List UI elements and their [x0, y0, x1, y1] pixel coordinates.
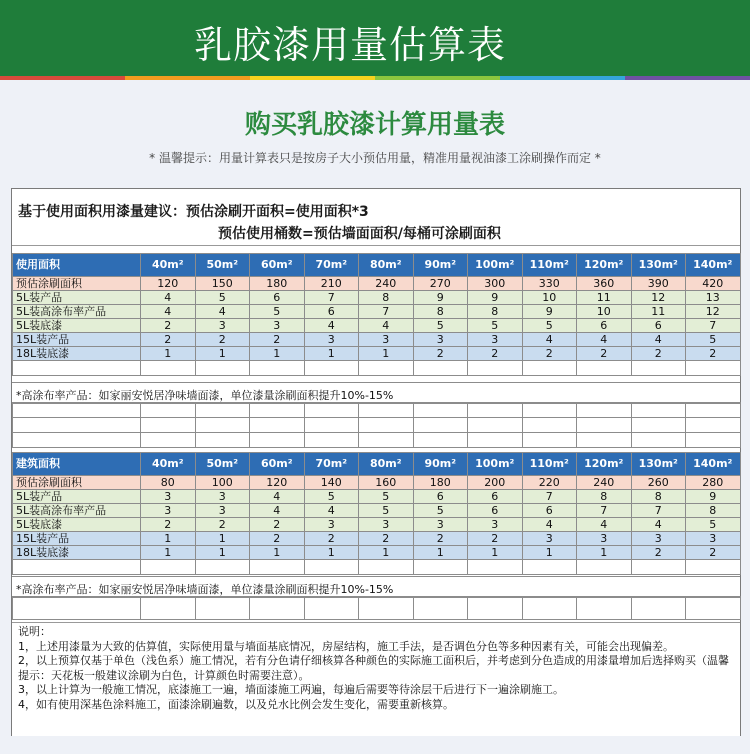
empty-cell	[304, 361, 359, 376]
table-cell: 1	[522, 546, 577, 560]
table-row	[13, 305, 741, 319]
table-cell: 6	[250, 291, 305, 305]
empty-cell	[13, 433, 141, 448]
table-cell: 12	[631, 291, 686, 305]
empty-cell	[522, 418, 577, 433]
row-label: 18L装底漆	[13, 347, 141, 361]
empty-cell	[141, 403, 196, 418]
empty-cell	[468, 560, 523, 575]
empty-cell	[195, 418, 250, 433]
empty-cell	[413, 597, 468, 620]
table-header-row	[13, 453, 741, 476]
row-label: 5L装底漆	[13, 518, 141, 532]
table-cell: 11	[577, 291, 632, 305]
table-cell: 240	[577, 476, 632, 490]
table-cell: 5	[413, 319, 468, 333]
table-cell: 5	[468, 319, 523, 333]
empty-cell	[468, 418, 523, 433]
empty-cell	[195, 597, 250, 620]
table-cell: 2	[141, 518, 196, 532]
table-cell: 8	[468, 305, 523, 319]
empty-cell	[359, 560, 414, 575]
empty-cell	[195, 403, 250, 418]
table-cell: 2	[522, 347, 577, 361]
table-row	[13, 476, 741, 490]
table-cell: 420	[686, 277, 741, 291]
table-cell: 140	[304, 476, 359, 490]
empty-cell	[468, 433, 523, 448]
notes-box	[12, 622, 740, 736]
empty-cell	[13, 597, 141, 620]
table-cell: 220	[522, 476, 577, 490]
area-column-header: 70m²	[304, 254, 359, 277]
empty-cell	[195, 560, 250, 575]
table-cell: 1	[304, 347, 359, 361]
table-cell: 4	[304, 504, 359, 518]
area-column-header: 50m²	[195, 453, 250, 476]
banner-title: 乳胶漆用量估算表	[193, 23, 506, 67]
note-item: 1，上述用漆量为大致的估算值，实际使用量与墙面基底情况，房屋结构，施工手法，是否调色分色等多种因素有关，可能会出现偏差。	[18, 639, 674, 653]
table-cell: 360	[577, 277, 632, 291]
empty-cell	[577, 597, 632, 620]
table-cell: 6	[468, 490, 523, 504]
table-cell: 6	[577, 319, 632, 333]
table-cell: 2	[468, 347, 523, 361]
empty-cell	[631, 418, 686, 433]
empty-cell	[577, 403, 632, 418]
table-cell: 3	[195, 490, 250, 504]
table-cell: 1	[413, 546, 468, 560]
empty-row	[13, 433, 741, 448]
table-cell: 13	[686, 291, 741, 305]
area-column-header: 140m²	[686, 254, 741, 277]
empty-cell	[522, 361, 577, 376]
empty-cell	[413, 403, 468, 418]
table-cell: 270	[413, 277, 468, 291]
table-cell: 3	[413, 333, 468, 347]
empty-cell	[304, 433, 359, 448]
suggestion-line-1: 基于使用面积用漆量建议：预估涂刷开面积=使用面积*3	[18, 204, 369, 220]
row-label: 5L装底漆	[13, 319, 141, 333]
table-row	[13, 347, 741, 361]
area-column-header: 120m²	[577, 254, 632, 277]
area-column-header: 110m²	[522, 453, 577, 476]
table-cell: 3	[250, 319, 305, 333]
empty-cell	[631, 560, 686, 575]
table-cell: 8	[359, 291, 414, 305]
table-cell: 3	[304, 518, 359, 532]
table-cell: 300	[468, 277, 523, 291]
table-cell: 4	[195, 305, 250, 319]
empty-cell	[686, 597, 741, 620]
area-column-header: 140m²	[686, 453, 741, 476]
area-column-header: 60m²	[250, 453, 305, 476]
table-cell: 280	[686, 476, 741, 490]
empty-cell	[686, 433, 741, 448]
table-cell: 210	[304, 277, 359, 291]
table-cell: 8	[686, 504, 741, 518]
note-item: 2，以上预算仅基于单色（浅色系）施工情况，若有分色请仔细核算各种颜色的实际施工面积后，并考虑到分色造成的用漆量增加后选择购买（温馨提示：天花板一般建议涂刷为白色，计算颜色时需要注意）。	[18, 654, 729, 682]
empty-cell	[250, 597, 305, 620]
empty-cell	[413, 560, 468, 575]
empty-row	[13, 597, 741, 620]
empty-cell	[468, 597, 523, 620]
empty-cell	[577, 361, 632, 376]
empty-cell	[304, 597, 359, 620]
table-cell: 330	[522, 277, 577, 291]
table-cell: 5	[686, 518, 741, 532]
table-cell: 5	[522, 319, 577, 333]
area-column-header: 100m²	[468, 254, 523, 277]
empty-cell	[413, 418, 468, 433]
table-cell: 4	[577, 518, 632, 532]
area-column-header: 40m²	[141, 254, 196, 277]
table-cell: 2	[631, 546, 686, 560]
empty-cell	[141, 361, 196, 376]
empty-cell	[631, 597, 686, 620]
table-cell: 5	[195, 291, 250, 305]
header-label: 使用面积	[13, 254, 141, 277]
table-cell: 2	[304, 532, 359, 546]
empty-cell	[413, 361, 468, 376]
table-cell: 5	[686, 333, 741, 347]
table-cell: 4	[359, 319, 414, 333]
table-cell: 1	[250, 546, 305, 560]
empty-cell	[522, 403, 577, 418]
row-label: 15L装产品	[13, 532, 141, 546]
empty-cell	[13, 361, 141, 376]
table-cell: 2	[468, 532, 523, 546]
table-cell: 5	[359, 504, 414, 518]
notes-title: 说明：	[18, 625, 51, 638]
table-row	[13, 518, 741, 532]
table-cell: 80	[141, 476, 196, 490]
table-cell: 4	[304, 319, 359, 333]
top-banner	[0, 0, 750, 76]
building-area-table	[12, 452, 741, 575]
table-cell: 9	[413, 291, 468, 305]
table-cell: 3	[468, 518, 523, 532]
table-cell: 4	[141, 291, 196, 305]
table-cell: 6	[631, 319, 686, 333]
table-cell: 4	[522, 518, 577, 532]
table-cell: 3	[413, 518, 468, 532]
table-cell: 120	[250, 476, 305, 490]
table-cell: 10	[577, 305, 632, 319]
empty-cell	[468, 403, 523, 418]
empty-cell	[359, 418, 414, 433]
table-cell: 3	[195, 319, 250, 333]
table-cell: 150	[195, 277, 250, 291]
table-cell: 1	[141, 347, 196, 361]
empty-cell	[359, 361, 414, 376]
table-cell: 3	[522, 532, 577, 546]
table-cell: 240	[359, 277, 414, 291]
empty-cell	[631, 403, 686, 418]
row-label: 18L装底漆	[13, 546, 141, 560]
table-cell: 4	[522, 333, 577, 347]
area-column-header: 50m²	[195, 254, 250, 277]
empty-row	[13, 361, 741, 376]
tip-text: * 温馨提示：用量计算表只是按房子大小预估用量，精准用量视油漆工涂刷操作而定 *	[149, 151, 601, 165]
row-label: 5L装产品	[13, 490, 141, 504]
table-cell: 5	[304, 490, 359, 504]
table-cell: 7	[359, 305, 414, 319]
table-cell: 6	[522, 504, 577, 518]
table-cell: 2	[141, 319, 196, 333]
table2-note: *高涂布率产品：如家丽安悦居净味墙面漆，单位漆量涂刷面积提升10%-15%	[16, 583, 394, 596]
area-column-header: 120m²	[577, 453, 632, 476]
table-cell: 4	[631, 333, 686, 347]
table-cell: 2	[686, 546, 741, 560]
empty-cell	[250, 560, 305, 575]
table-cell: 1	[250, 347, 305, 361]
table-cell: 1	[195, 532, 250, 546]
table-cell: 2	[250, 518, 305, 532]
table-cell: 5	[413, 504, 468, 518]
table-cell: 10	[522, 291, 577, 305]
table-cell: 2	[141, 333, 196, 347]
empty-cell	[631, 433, 686, 448]
area-column-header: 40m²	[141, 453, 196, 476]
table-cell: 1	[577, 546, 632, 560]
empty-cell	[304, 418, 359, 433]
table-cell: 9	[686, 490, 741, 504]
table-cell: 180	[413, 476, 468, 490]
empty-cell	[304, 403, 359, 418]
empty-cell	[686, 403, 741, 418]
header-label: 建筑面积	[13, 453, 141, 476]
area-column-header: 110m²	[522, 254, 577, 277]
empty-cell	[195, 433, 250, 448]
table-row	[13, 546, 741, 560]
area-column-header: 70m²	[304, 453, 359, 476]
table-cell: 2	[577, 347, 632, 361]
empty-cell	[522, 560, 577, 575]
table-cell: 7	[304, 291, 359, 305]
area-column-header: 80m²	[359, 254, 414, 277]
table-cell: 200	[468, 476, 523, 490]
empty-cell	[359, 403, 414, 418]
table-cell: 4	[141, 305, 196, 319]
table-cell: 120	[141, 277, 196, 291]
table-row	[13, 291, 741, 305]
empty-cell	[686, 418, 741, 433]
empty-cell	[195, 361, 250, 376]
empty-cell	[686, 361, 741, 376]
table-cell: 3	[359, 518, 414, 532]
table-cell: 9	[522, 305, 577, 319]
table-cell: 7	[686, 319, 741, 333]
empty-cell	[631, 361, 686, 376]
empty-cell	[577, 560, 632, 575]
empty-cell	[304, 560, 359, 575]
table-cell: 5	[359, 490, 414, 504]
table-cell: 1	[141, 532, 196, 546]
area-column-header: 80m²	[359, 453, 414, 476]
table-cell: 2	[413, 532, 468, 546]
table-cell: 4	[631, 518, 686, 532]
usage-area-table	[12, 253, 741, 376]
table-cell: 3	[359, 333, 414, 347]
empty-row	[13, 403, 741, 418]
table-cell: 8	[631, 490, 686, 504]
table-cell: 3	[141, 490, 196, 504]
row-label: 15L装产品	[13, 333, 141, 347]
empty-row	[13, 418, 741, 433]
table2-note-row	[12, 576, 740, 598]
empty-cell	[250, 433, 305, 448]
table-cell: 1	[468, 546, 523, 560]
table-cell: 3	[686, 532, 741, 546]
table-cell: 8	[577, 490, 632, 504]
empty-cell	[13, 418, 141, 433]
table-cell: 1	[141, 546, 196, 560]
table-cell: 7	[631, 504, 686, 518]
table-cell: 8	[413, 305, 468, 319]
table-cell: 7	[522, 490, 577, 504]
empty-cell	[577, 418, 632, 433]
empty-cell	[250, 418, 305, 433]
empty-cell	[13, 403, 141, 418]
table-cell: 2	[631, 347, 686, 361]
table-cell: 4	[250, 490, 305, 504]
table-row	[13, 319, 741, 333]
table-cell: 7	[577, 504, 632, 518]
empty-row	[13, 560, 741, 575]
table-header-row	[13, 254, 741, 277]
table-cell: 180	[250, 277, 305, 291]
table-cell: 3	[304, 333, 359, 347]
table-row	[13, 504, 741, 518]
table-cell: 3	[195, 504, 250, 518]
area-column-header: 130m²	[631, 254, 686, 277]
table-cell: 3	[631, 532, 686, 546]
table-row	[13, 532, 741, 546]
empty-cell	[522, 597, 577, 620]
table-cell: 2	[195, 518, 250, 532]
table-cell: 2	[250, 333, 305, 347]
table-cell: 11	[631, 305, 686, 319]
table-cell: 1	[304, 546, 359, 560]
row-label: 5L装高涂布率产品	[13, 504, 141, 518]
table-cell: 2	[686, 347, 741, 361]
empty-cell	[141, 597, 196, 620]
table-cell: 2	[413, 347, 468, 361]
row-label: 预估涂刷面积	[13, 277, 141, 291]
table-row	[13, 490, 741, 504]
table-cell: 1	[359, 347, 414, 361]
table-cell: 6	[468, 504, 523, 518]
table-cell: 2	[359, 532, 414, 546]
table-cell: 260	[631, 476, 686, 490]
area-column-header: 60m²	[250, 254, 305, 277]
table-cell: 3	[577, 532, 632, 546]
table1-blank-rows	[12, 402, 741, 448]
suggestion-line-2: 预估使用桶数=预估墙面面积/每桶可涂刷面积	[218, 226, 501, 242]
empty-cell	[359, 597, 414, 620]
empty-cell	[141, 418, 196, 433]
row-label: 5L装产品	[13, 291, 141, 305]
empty-cell	[522, 433, 577, 448]
area-column-header: 130m²	[631, 453, 686, 476]
empty-cell	[359, 433, 414, 448]
table-cell: 12	[686, 305, 741, 319]
table-cell: 3	[468, 333, 523, 347]
empty-cell	[686, 560, 741, 575]
area-column-header: 90m²	[413, 453, 468, 476]
table-cell: 6	[304, 305, 359, 319]
area-column-header: 100m²	[468, 453, 523, 476]
row-label: 5L装高涂布率产品	[13, 305, 141, 319]
empty-cell	[141, 433, 196, 448]
empty-cell	[250, 361, 305, 376]
table-cell: 390	[631, 277, 686, 291]
table-cell: 2	[250, 532, 305, 546]
note-item: 3，以上计算为一般施工情况，底漆施工一遍，墙面漆施工两遍，每遍后需要等待涂层干后进行下一遍涂刷施工。	[18, 683, 564, 696]
table-row	[13, 277, 741, 291]
area-column-header: 90m²	[413, 254, 468, 277]
table1-note: *高涂布率产品：如家丽安悦居净味墙面漆，单位漆量涂刷面积提升10%-15%	[16, 389, 394, 402]
note-item: 4，如有使用深基色涂料施工，面漆涂刷遍数，以及兑水比例会发生变化，需要重新核算。	[18, 697, 454, 711]
page-title: 购买乳胶漆计算用量表	[244, 110, 505, 140]
empty-cell	[141, 560, 196, 575]
table-cell: 2	[195, 333, 250, 347]
table1-note-row	[12, 382, 740, 404]
row-label: 预估涂刷面积	[13, 476, 141, 490]
table-cell: 1	[195, 347, 250, 361]
suggestion-box	[12, 189, 740, 246]
table-cell: 1	[359, 546, 414, 560]
empty-cell	[468, 361, 523, 376]
empty-cell	[250, 403, 305, 418]
table-row	[13, 333, 741, 347]
table-cell: 160	[359, 476, 414, 490]
table-cell: 6	[413, 490, 468, 504]
table-cell: 9	[468, 291, 523, 305]
table-cell: 4	[250, 504, 305, 518]
table-cell: 5	[250, 305, 305, 319]
table-cell: 100	[195, 476, 250, 490]
table2-blank-rows	[12, 596, 741, 620]
empty-cell	[13, 560, 141, 575]
empty-cell	[577, 433, 632, 448]
table-cell: 4	[577, 333, 632, 347]
table-cell: 1	[195, 546, 250, 560]
empty-cell	[413, 433, 468, 448]
table-cell: 3	[141, 504, 196, 518]
